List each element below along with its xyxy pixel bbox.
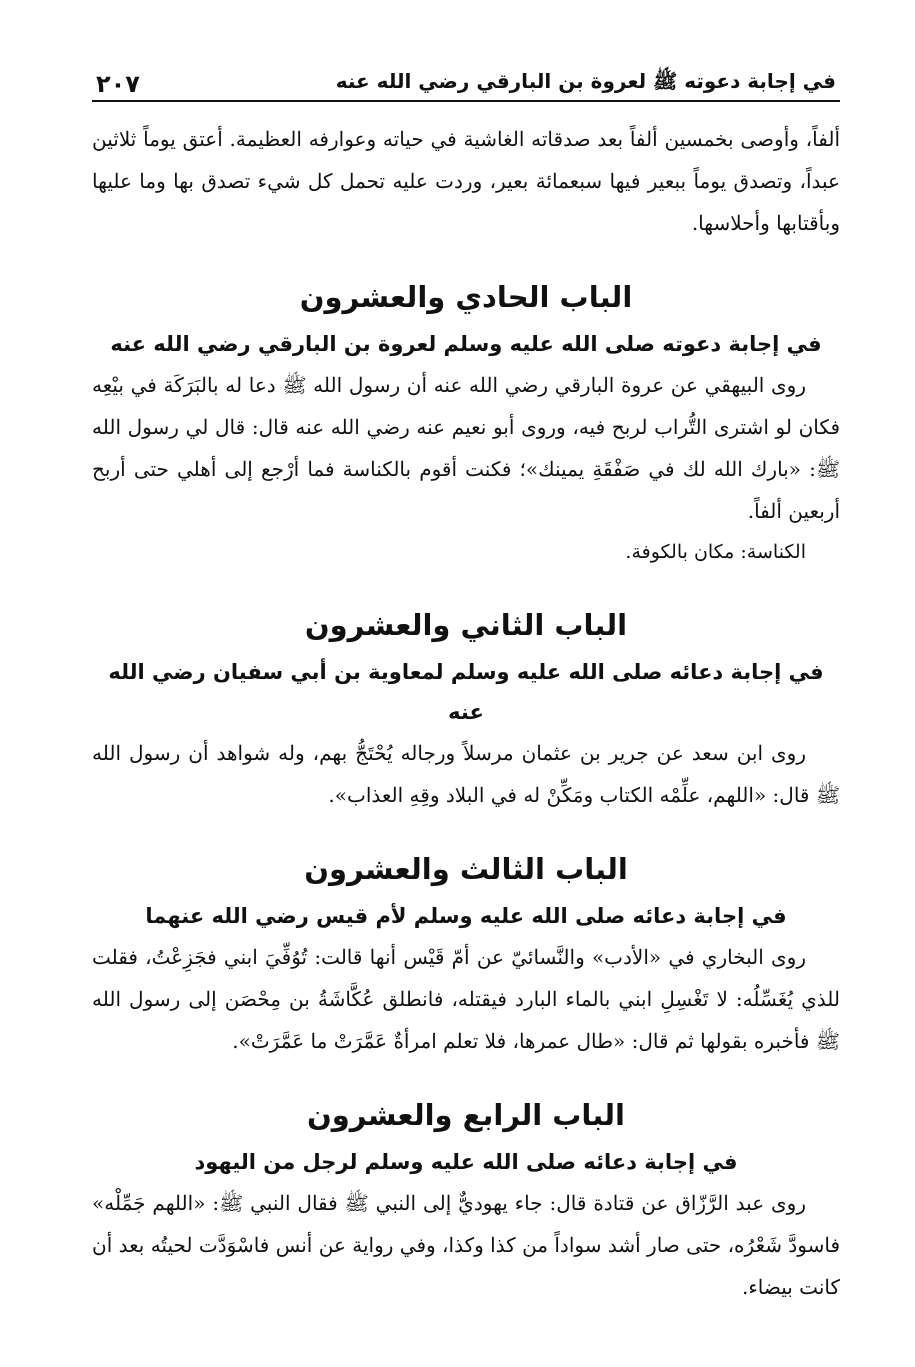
- chapter-title: الباب الثاني والعشرون: [304, 608, 628, 642]
- page-number: ٢٠٧: [96, 70, 140, 98]
- chapter-22: [92, 602, 840, 816]
- chapter-title: الباب الرابع والعشرون: [307, 1098, 625, 1132]
- running-title: في إجابة دعوته ﷺ لعروة بن البارقي رضي الله عنه: [335, 69, 836, 93]
- chapter-24: [92, 1092, 840, 1308]
- chapter-paragraph: روى البخاري في «الأدب» والنَّسائيّ عن أمّ قَيْس أنها قالت: تُوُفِّيَ ابني فجَزِعْتُ، فقلت للذي يُغَسِّلُه: لا تَغْسِلِ ابني بالماء البارد فيقتله، فانطلق عُكَّاشَةُ بن مِحْصَن إلى رسول الله ﷺ فأخبره بقولها ثم قال: «طال عمرها، فلا تعلم امرأةٌ عَمَّرَتْ ما عَمَّرَتْ».: [92, 945, 840, 1053]
- chapter-subtitle: في إجابة دعائه صلى الله عليه وسلم لمعاوية بن أبي سفيان رضي الله عنه: [108, 660, 824, 724]
- chapter-title: الباب الحادي والعشرون: [299, 280, 633, 314]
- chapter-21: [92, 274, 840, 572]
- intro-paragraph: ألفاً، وأوصى بخمسين ألفاً بعد صدقاته الغاشية في حياته وعوارفه العظيمة. أعتق يوماً ثلاثين عبداً، وتصدق يوماً ببعير فيها سبعمائة بعير، وردت عليه تحمل كل شيء تصدق بها وما عليها وبأقتابها وأحلاسها.: [92, 127, 840, 235]
- running-header: [92, 52, 840, 102]
- chapter-subtitle: في إجابة دعائه صلى الله عليه وسلم لرجل من اليهود: [194, 1150, 738, 1174]
- chapter-paragraph: روى عبد الرَّزّاق عن قتادة قال: جاء يهوديٌّ إلى النبي ﷺ فقال النبي ﷺ: «اللهم جَمِّلْه» فاسودَّ شَعْرُه، حتى صار أشد سواداً من كذا وكذا، وفي رواية عن أنس فاسْوَدَّت لحيتُه بعد أن كانت بيضاء.: [92, 1191, 840, 1299]
- chapter-paragraph: روى البيهقي عن عروة البارقي رضي الله عنه أن رسول الله ﷺ دعا له بالبَرَكَة في بيْعِه فكان لو اشترى التُّراب لربح فيه، وروى أبو نعيم عنه رضي الله عنه قال: قال لي رسول الله ﷺ: «بارك الله لك في صَفْقَةِ يمينك»؛ فكنت أقوم بالكناسة فما أرْجع إلى أهلي حتى أربح أربعين ألفاً.: [92, 373, 840, 523]
- chapter-23: [92, 846, 840, 1062]
- book-page: [92, 52, 840, 1308]
- chapter-subtitle: في إجابة دعائه صلى الله عليه وسلم لأم قيس رضي الله عنهما: [145, 904, 787, 928]
- chapter-subtitle: في إجابة دعوته صلى الله عليه وسلم لعروة بن البارقي رضي الله عنه: [110, 332, 822, 356]
- chapter-note: الكناسة: مكان بالكوفة.: [625, 541, 806, 563]
- chapter-title: الباب الثالث والعشرون: [304, 852, 628, 886]
- chapter-paragraph: روى ابن سعد عن جرير بن عثمان مرسلاً ورجاله يُحْتَجُّ بهم، وله شواهد أن رسول الله ﷺ قال: «اللهم، علِّمْه الكتاب ومَكِّنْ له في البلاد وقِهِ العذاب».: [92, 741, 840, 807]
